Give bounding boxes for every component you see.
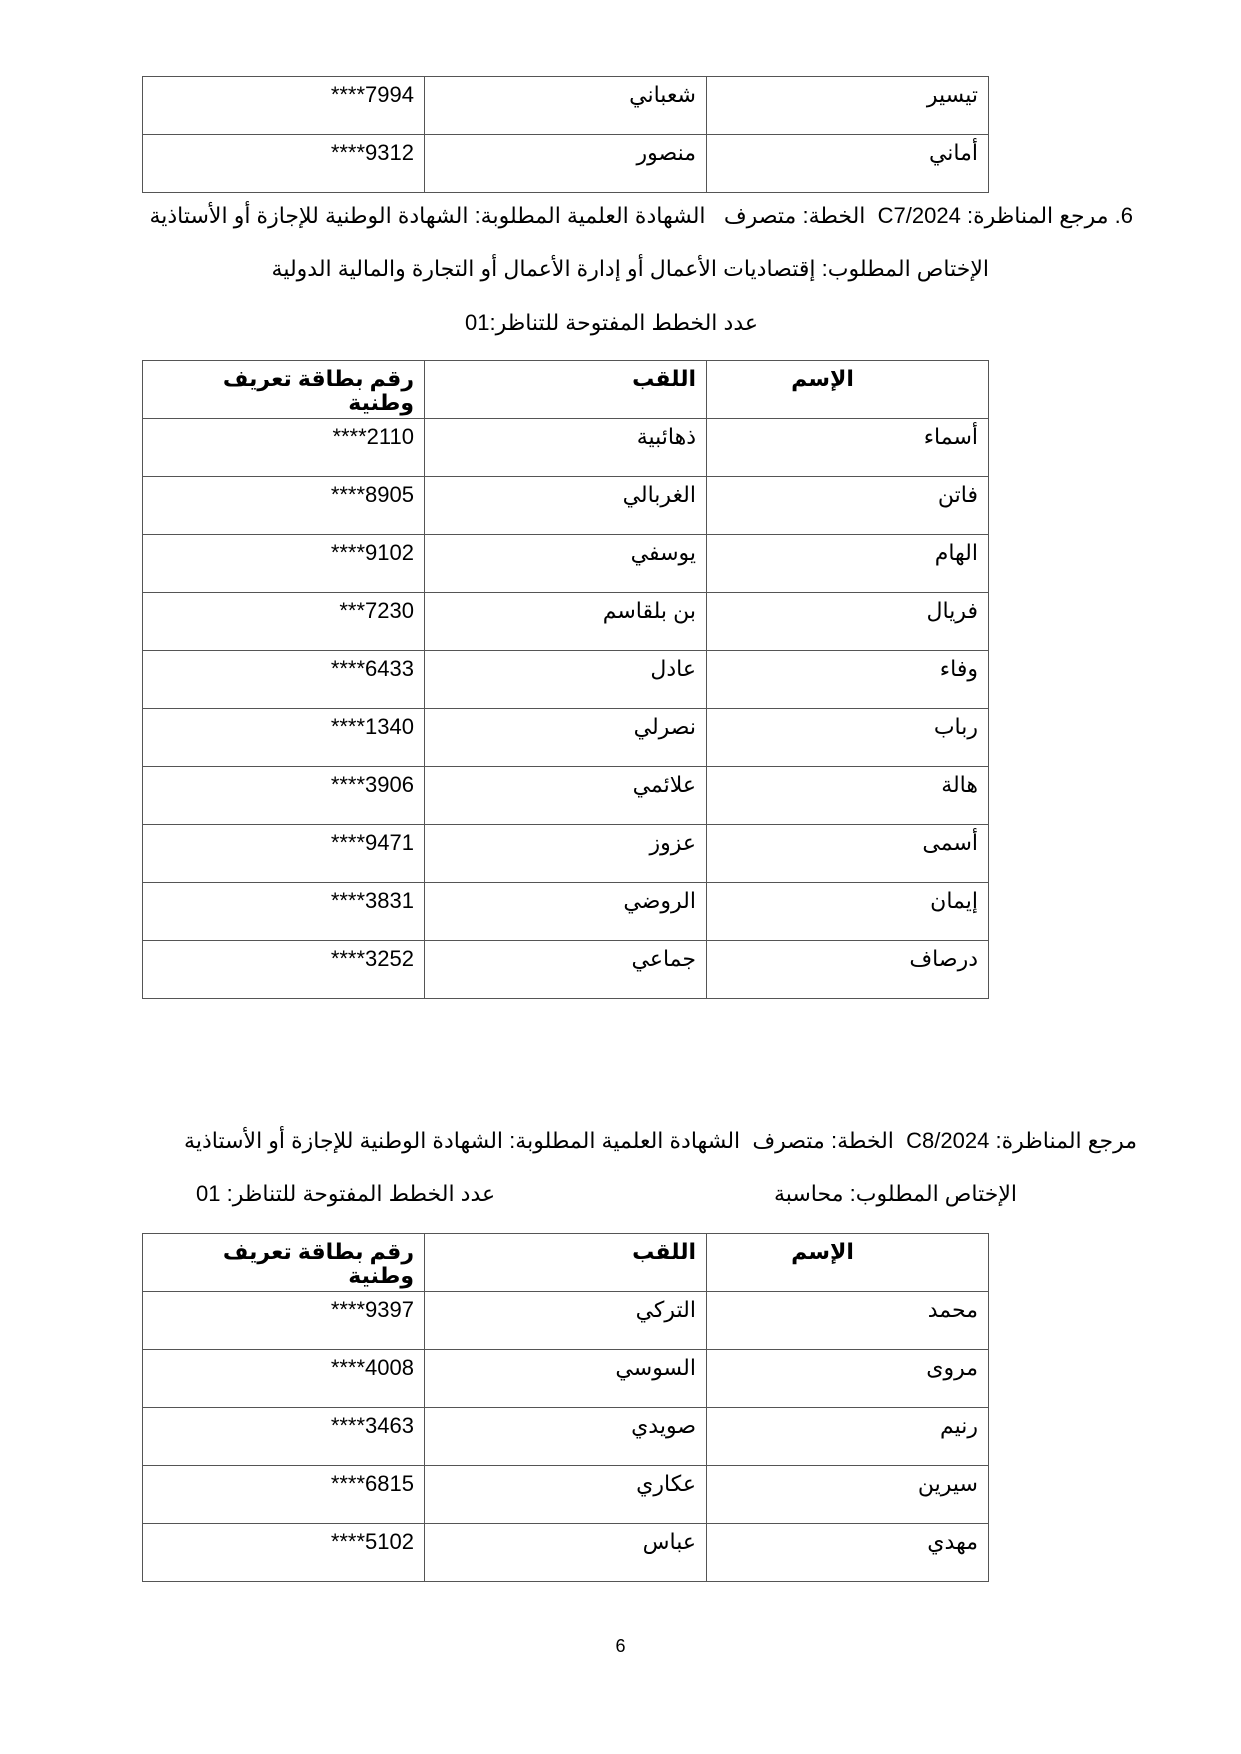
cell-id-number-text: ****3831 — [330, 888, 414, 913]
cell-name — [707, 135, 989, 193]
cell-surname-text: عادل — [650, 656, 696, 681]
cell-surname-text: جماعي — [631, 946, 696, 971]
cell-name-text: أسمى — [922, 830, 978, 855]
cell-name-text: رنيم — [939, 1413, 978, 1438]
section7-candidates-table — [142, 1233, 989, 1582]
cell-surname — [425, 1524, 707, 1582]
cell-id-number — [143, 1350, 425, 1408]
cell-surname — [425, 77, 707, 135]
cell-surname-text: نصرلي — [633, 714, 696, 739]
section6-ref-label: مرجع المناظرة: — [966, 203, 1109, 228]
section6-specialty-label: الإختاص المطلوب: — [821, 256, 989, 281]
cell-id-number-text: ****3906 — [330, 772, 414, 797]
cell-name-text: رباب — [933, 714, 978, 739]
cell-surname — [425, 651, 707, 709]
cell-surname-text: التركي — [635, 1297, 696, 1322]
cell-surname — [425, 941, 707, 999]
cell-name-text: درصاف — [909, 946, 978, 971]
cell-id-number-text: ****5102 — [330, 1529, 414, 1554]
cell-id-number-text: ****8905 — [330, 482, 414, 507]
table-row — [143, 1292, 989, 1350]
header-id-number — [143, 361, 425, 419]
cell-name-text: تيسير — [926, 82, 978, 107]
cell-id-number-text: ****9471 — [330, 830, 414, 855]
cell-name-text: فاتن — [937, 482, 978, 507]
cell-name — [707, 419, 989, 477]
cell-id-number-text: ****9312 — [330, 140, 414, 165]
table-row — [143, 1524, 989, 1582]
cell-name — [707, 651, 989, 709]
table-row — [143, 1408, 989, 1466]
cell-id-number — [143, 883, 425, 941]
cell-surname-text: صويدي — [631, 1413, 696, 1438]
cell-name — [707, 1524, 989, 1582]
cell-surname — [425, 419, 707, 477]
cell-surname — [425, 535, 707, 593]
table-row — [143, 767, 989, 825]
cell-surname-text: ذهائبية — [636, 424, 696, 449]
section7-specialty-label: الإختاص المطلوب: — [849, 1181, 1017, 1206]
cell-id-number-text: ****3463 — [330, 1413, 414, 1438]
header-name — [707, 361, 989, 419]
cell-name-text: هالة — [941, 772, 978, 797]
cell-surname-text: شعباني — [629, 82, 696, 107]
header-surname — [425, 1234, 707, 1292]
cell-id-number — [143, 1466, 425, 1524]
cell-name-text: وفاء — [939, 656, 978, 681]
section6-count-value: 01 — [464, 310, 490, 335]
table-header-row — [143, 1234, 989, 1292]
cell-id-number — [143, 1408, 425, 1466]
cell-name-text: سيرين — [917, 1471, 978, 1496]
cell-id-number-text: ***7230 — [339, 598, 414, 623]
section6-plan-label: الخطة: — [802, 203, 866, 228]
cell-name — [707, 941, 989, 999]
cell-name-text: مروى — [926, 1355, 978, 1380]
section7-ref-label: مرجع المناظرة: — [995, 1128, 1137, 1153]
cell-id-number-text: ****6815 — [330, 1471, 414, 1496]
cell-id-number-text: ****7994 — [330, 82, 414, 107]
cell-surname — [425, 1408, 707, 1466]
cell-name — [707, 825, 989, 883]
cell-name-text: محمد — [927, 1297, 978, 1322]
section6-reference-line — [149, 203, 1133, 229]
cell-surname-text: السوسي — [615, 1355, 696, 1380]
header-surname — [425, 361, 707, 419]
cell-name — [707, 593, 989, 651]
cell-id-number-text: ****9397 — [330, 1297, 414, 1322]
table-header-row — [143, 361, 989, 419]
table-row — [143, 1350, 989, 1408]
cell-id-number — [143, 593, 425, 651]
table-row — [143, 477, 989, 535]
cell-id-number — [143, 941, 425, 999]
cell-surname — [425, 1292, 707, 1350]
header-id-number-text: رقم بطاقة تعريف وطنية — [222, 1239, 414, 1288]
cell-name — [707, 1292, 989, 1350]
section7-reference-line — [184, 1128, 1137, 1154]
cell-surname-text: منصور — [636, 140, 696, 165]
table-row — [143, 825, 989, 883]
cell-name — [707, 1350, 989, 1408]
cell-id-number — [143, 1524, 425, 1582]
cell-surname — [425, 825, 707, 883]
cell-id-number-text: ****3252 — [330, 946, 414, 971]
section7-plan-label: الخطة: — [830, 1128, 894, 1153]
table-row — [143, 709, 989, 767]
cell-id-number — [143, 709, 425, 767]
table-row — [143, 135, 989, 193]
cell-surname-text: عباس — [642, 1529, 696, 1554]
cell-surname — [425, 477, 707, 535]
section6-specialty-line — [272, 256, 989, 282]
section7-ref-code: C8/2024 — [906, 1128, 990, 1153]
section7-degree-value: الشهادة الوطنية للإجازة أو الأستاذية — [184, 1128, 504, 1153]
cell-id-number — [143, 825, 425, 883]
section6-candidates-table — [142, 360, 989, 999]
cell-id-number-text: ****9102 — [330, 540, 414, 565]
cell-surname — [425, 593, 707, 651]
section6-count-line — [465, 310, 758, 336]
cell-surname — [425, 1466, 707, 1524]
cell-surname — [425, 767, 707, 825]
cell-id-number-text: ****2110 — [332, 424, 414, 449]
header-id-number — [143, 1234, 425, 1292]
table-row — [143, 535, 989, 593]
header-name — [707, 1234, 989, 1292]
section7-count-line — [196, 1181, 495, 1207]
cell-id-number — [143, 477, 425, 535]
cell-id-number-text: ****1340 — [330, 714, 414, 739]
section7-count-value: 01 — [196, 1181, 221, 1206]
section7-count-label: عدد الخطط المفتوحة للتناظر: — [226, 1181, 496, 1206]
header-surname-text: اللقب — [632, 366, 696, 391]
header-name-text: الإسم — [791, 1239, 854, 1264]
header-name-text: الإسم — [791, 366, 854, 391]
cell-name-text: مهدي — [927, 1529, 978, 1554]
cell-id-number — [143, 767, 425, 825]
cell-name — [707, 477, 989, 535]
section6-number: 6. — [1114, 203, 1133, 228]
table-row — [143, 941, 989, 999]
cell-surname-text: عزوز — [649, 830, 696, 855]
cell-id-number-text: ****4008 — [330, 1355, 414, 1380]
cell-name — [707, 77, 989, 135]
cell-surname — [425, 883, 707, 941]
cell-name — [707, 1408, 989, 1466]
header-surname-text: اللقب — [632, 1239, 696, 1264]
cell-name — [707, 709, 989, 767]
cell-surname — [425, 1350, 707, 1408]
table-row — [143, 419, 989, 477]
cell-name-text: الهام — [934, 540, 978, 565]
section6-degree-value: الشهادة الوطنية للإجازة أو الأستاذية — [149, 203, 469, 228]
candidates-table-continued — [142, 76, 989, 193]
cell-surname-text: الغربالي — [622, 482, 696, 507]
cell-name — [707, 883, 989, 941]
cell-id-number — [143, 651, 425, 709]
cell-surname-text: الروضي — [623, 888, 696, 913]
table-row — [143, 883, 989, 941]
header-id-number-text: رقم بطاقة تعريف وطنية — [222, 366, 414, 415]
cell-name-text: أسماء — [923, 424, 978, 449]
cell-name-text: إيمان — [930, 888, 978, 913]
cell-surname — [425, 709, 707, 767]
cell-surname — [425, 135, 707, 193]
table-row — [143, 593, 989, 651]
cell-name-text: فريال — [926, 598, 978, 623]
section6-degree-label: الشهادة العلمية المطلوبة: — [474, 203, 706, 228]
cell-surname-text: علائمي — [632, 772, 696, 797]
table-row — [143, 77, 989, 135]
cell-name — [707, 767, 989, 825]
section6-ref-code: C7/2024 — [877, 203, 961, 228]
cell-name-text: أماني — [928, 140, 978, 165]
cell-name — [707, 535, 989, 593]
section7-specialty-line — [774, 1181, 1017, 1207]
cell-surname-text: بن بلقاسم — [602, 598, 696, 623]
cell-surname-text: عكاري — [636, 1471, 696, 1496]
cell-id-number — [143, 135, 425, 193]
table-row — [143, 1466, 989, 1524]
section6-specialty-value: إقتصاديات الأعمال أو إدارة الأعمال أو التجارة والمالية الدولية — [271, 256, 816, 281]
cell-id-number-text: ****6433 — [330, 656, 414, 681]
section7-plan-value: متصرف — [752, 1128, 825, 1153]
section6-plan-value: متصرف — [723, 203, 797, 228]
page-number: 6 — [615, 1636, 626, 1656]
cell-id-number — [143, 1292, 425, 1350]
section7-degree-label: الشهادة العلمية المطلوبة: — [509, 1128, 741, 1153]
cell-surname-text: يوسفي — [630, 540, 696, 565]
table-row — [143, 651, 989, 709]
cell-id-number — [143, 77, 425, 135]
section7-specialty-value: محاسبة — [773, 1181, 844, 1206]
cell-name — [707, 1466, 989, 1524]
cell-id-number — [143, 535, 425, 593]
cell-id-number — [143, 419, 425, 477]
section6-count-label: عدد الخطط المفتوحة للتناظر: — [489, 310, 758, 335]
